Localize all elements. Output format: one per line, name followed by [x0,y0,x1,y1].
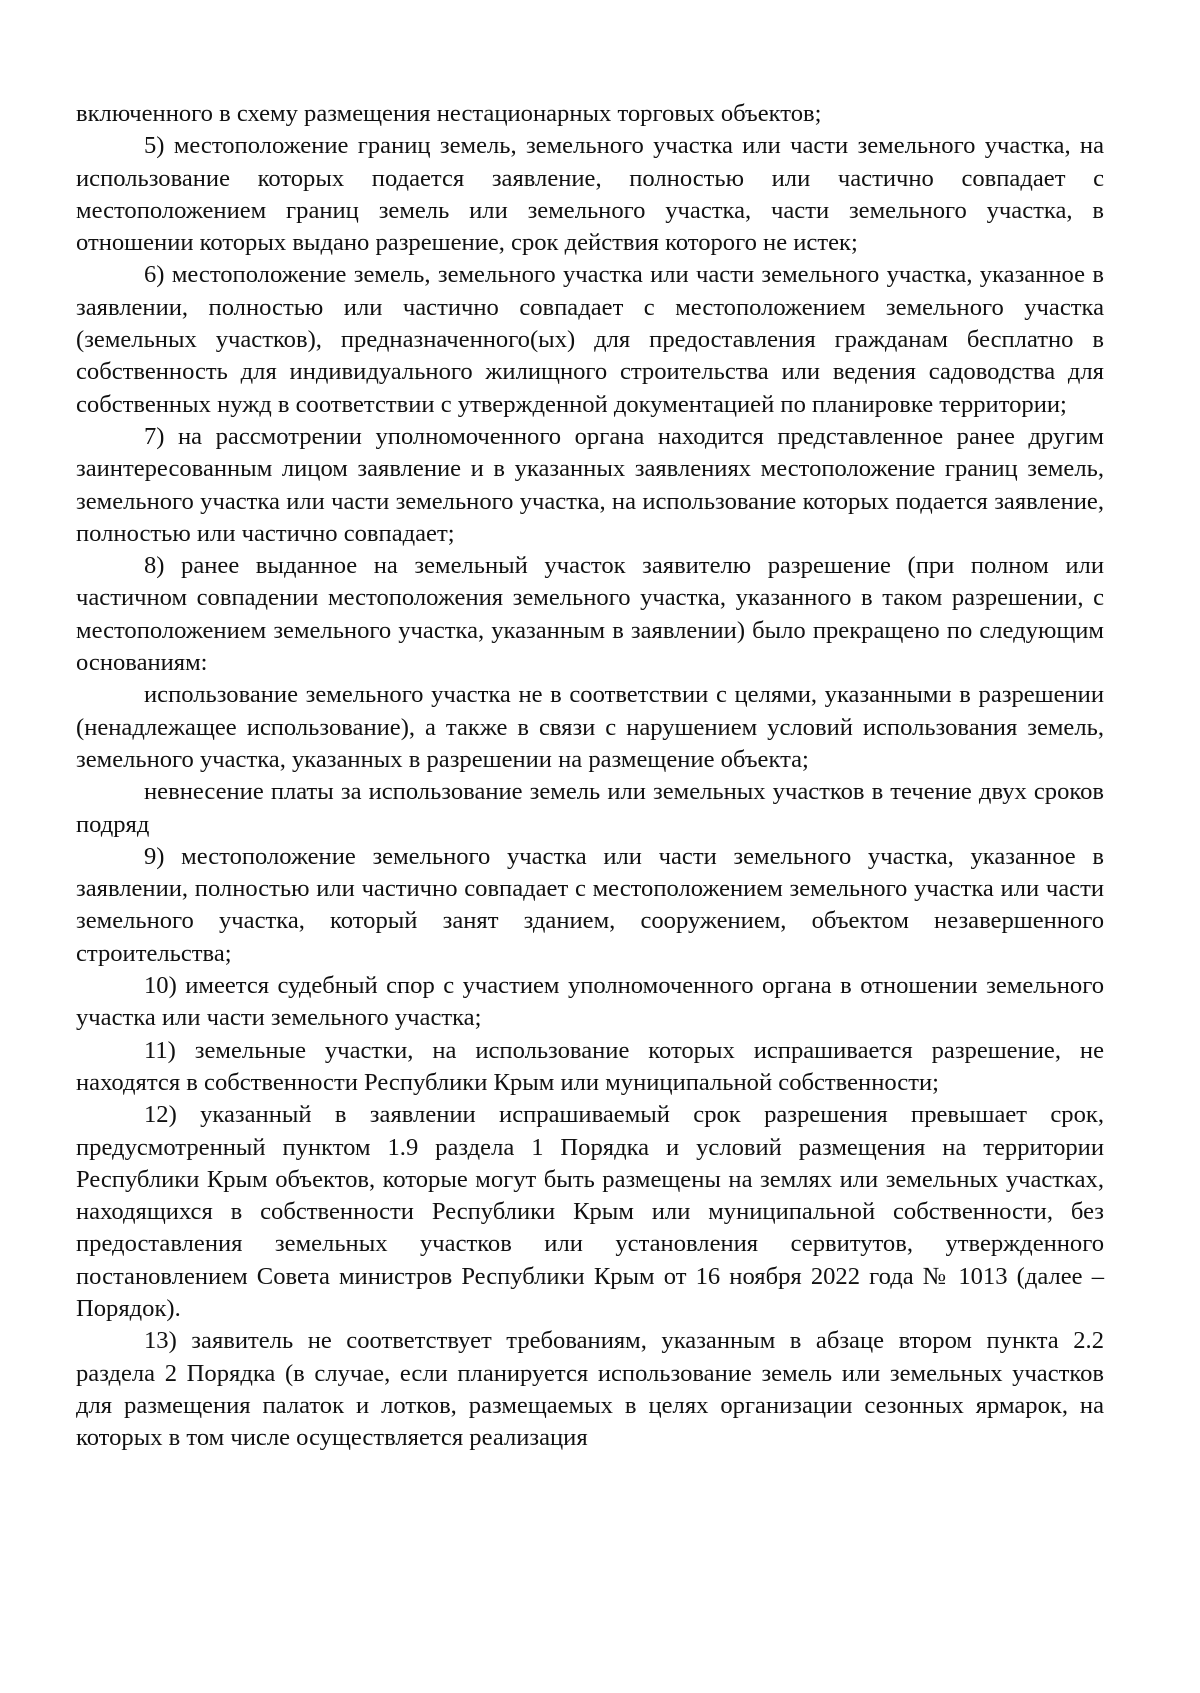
paragraph-item-10: 10) имеется судебный спор с участием уполномоченного органа в отношении земельного участка или части земельного участка; [76,972,1104,1032]
paragraph-item-6: 6) местоположение земель, земельного участка или части земельного участка, указанное в заявлении, полностью или частично совпадает с местоположением земельного участка (земельных участков), предназначенного(ых) для предоставления гражданам бесплатно в собственность для индивидуального жилищного строительства или ведения садоводства для собственных нужд в соответствии с утвержденной документацией по планировке территории; [76,261,1104,418]
paragraph-item-7: 7) на рассмотрении уполномоченного органа находится представленное ранее другим заинтересованным лицом заявление и в указанных заявлениях местоположение границ земель, земельного участка или части земельного участка, на использование которых подается заявление, полностью или частично совпадает; [76,422,1104,547]
paragraph-item-13: 13) заявитель не соответствует требованиям, указанным в абзаце втором пункта 2.2 раздела 2 Порядка (в случае, если планируется использование земель или земельных участков для размещения палаток и лотков, размещаемых в целях организации сезонных ярмарок, на которых в том числе осуществляется реализация [76,1327,1104,1452]
paragraph-item-8-ground-2: невнесение платы за использование земель или земельных участков в течение двух сроков подряд [76,778,1104,838]
paragraph-item-5: 5) местоположение границ земель, земельного участка или части земельного участка, на использование которых подается заявление, полностью или частично совпадает с местоположением границ земель или земельного участка, части земельного участка, в отношении которых выдано разрешение, срок действия которого не истек; [76,132,1104,257]
paragraph-item-12: 12) указанный в заявлении испрашиваемый срок разрешения превышает срок, предусмотренный пунктом 1.9 раздела 1 Порядка и условий размещения на территории Республики Крым объектов, которые могут быть размещены на землях или земельных участках, находящихся в собственности Республики Крым или муниципальной собственности, без предоставления земельных участков или установления сервитутов, утвержденного постановлением Совета министров Республики Крым от 16 ноября 2022 года № 1013 (далее – Порядок). [76,1101,1104,1322]
paragraph-continuation: включенного в схему размещения нестационарных торговых объектов; [76,100,822,127]
paragraph-item-8: 8) ранее выданное на земельный участок заявителю разрешение (при полном или частичном совпадении местоположения земельного участка, указанного в таком разрешении, с местоположением земельного участка, указанным в заявлении) было прекращено по следующим основаниям: [76,552,1104,677]
paragraph-item-8-ground-1: использование земельного участка не в соответствии с целями, указанными в разрешении (ненадлежащее использование), а также в связи с нарушением условий использования земель, земельного участка, указанных в разрешении на размещение объекта; [76,681,1104,773]
paragraph-item-9: 9) местоположение земельного участка или части земельного участка, указанное в заявлении, полностью или частично совпадает с местоположением земельного участка или части земельного участка, который занят зданием, сооружением, объектом незавершенного строительства; [76,842,1104,967]
document-page [76,98,1104,1454]
paragraph-item-11: 11) земельные участки, на использование которых испрашивается разрешение, не находятся в собственности Республики Крым или муниципальной собственности; [76,1036,1104,1096]
